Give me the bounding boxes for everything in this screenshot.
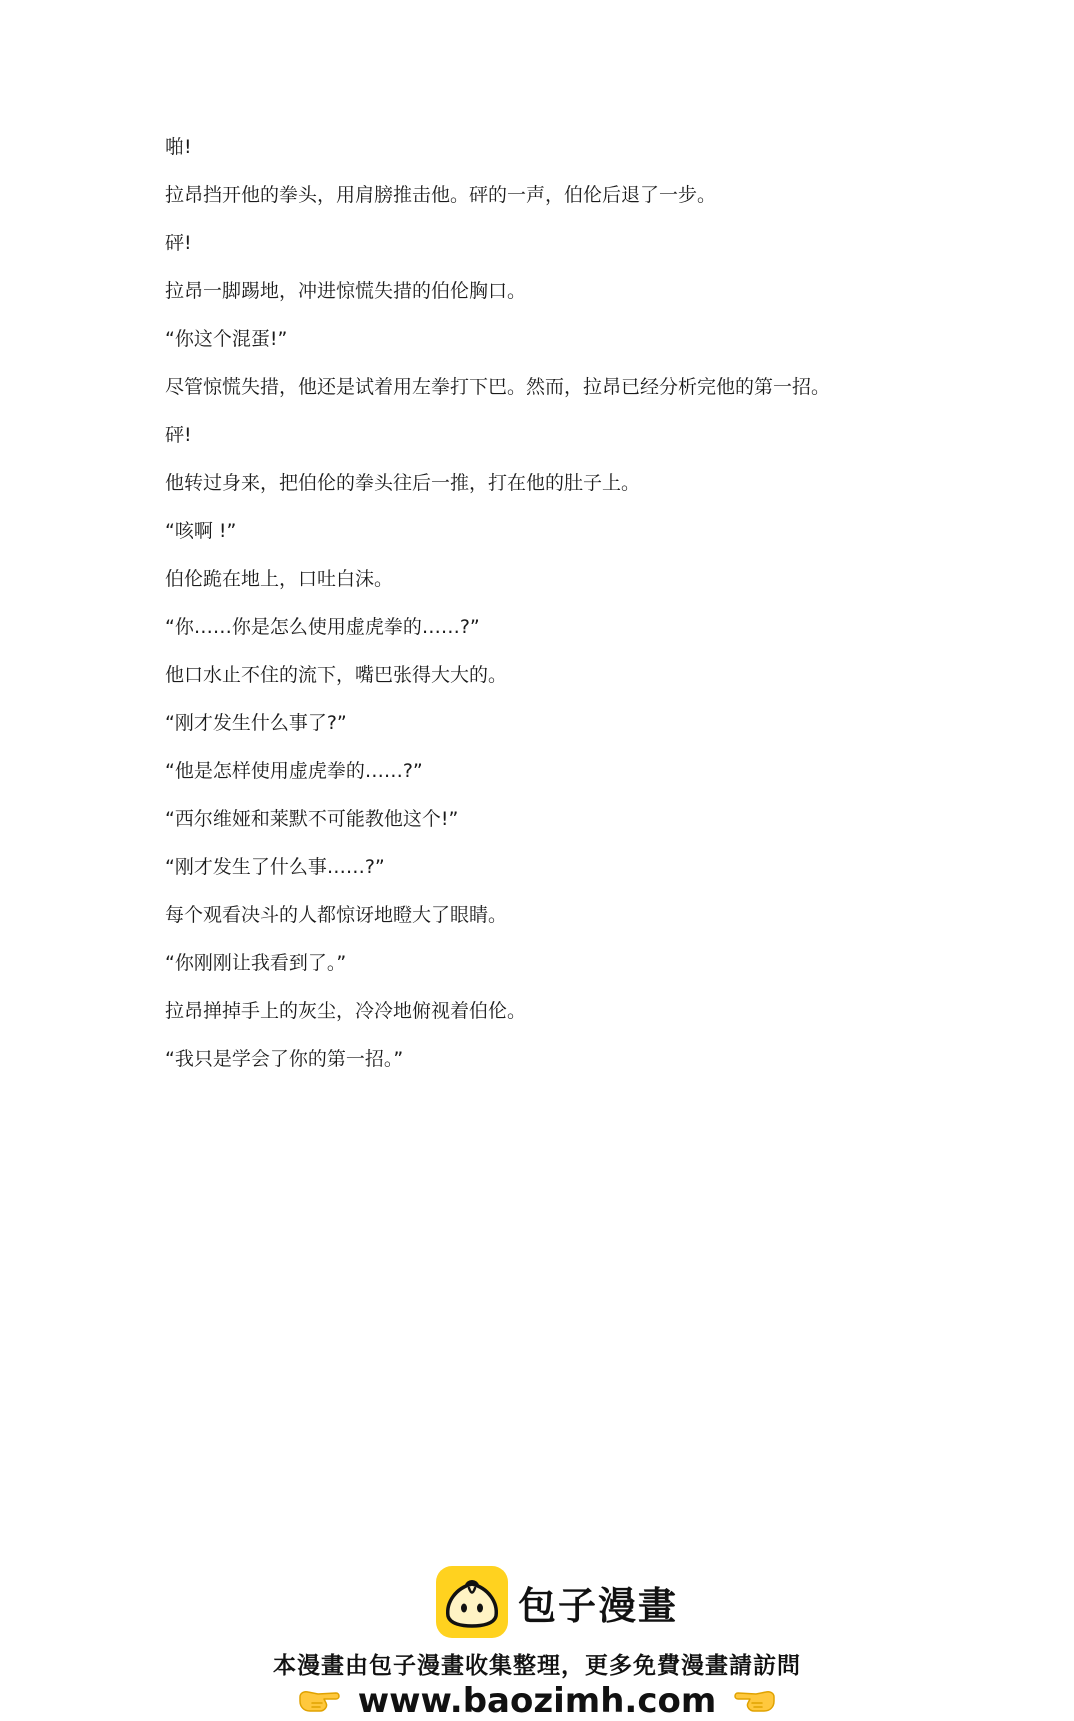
story-line: “刚才发生了什么事……?” [165,856,385,878]
story-line: “你刚刚让我看到了。” [165,952,347,974]
story-line: 砰! [165,424,192,446]
brand-name: 包子漫畫 [518,1583,679,1628]
collection-notice: 本漫畫由包子漫畫收集整理，更多免費漫畫請訪問 [273,1653,801,1679]
story-line: “咳啊 !” [165,520,237,542]
story-line: 尽管惊慌失措，他还是试着用左拳打下巴。然而，拉昂已经分析完他的第一招。 [165,376,831,398]
watermark-footer [0,1565,1074,1721]
story-line: 拉昂一脚踢地，冲进惊慌失措的伯伦胸口。 [165,280,527,302]
story-line: “他是怎样使用虚虎拳的……?” [165,760,423,782]
site-link-row[interactable] [0,1681,1074,1721]
chapter-text [165,130,1045,1090]
story-line: “你这个混蛋!” [165,328,288,350]
pointing-left-hand-icon [732,1685,776,1717]
brand-lockup[interactable] [436,1565,678,1639]
story-line: 他转过身来，把伯伦的拳头往后一推，打在他的肚子上。 [165,472,641,494]
story-line: 拉昂掸掉手上的灰尘，冷冷地俯视着伯伦。 [165,1000,527,1022]
story-line: 啪! [165,136,192,158]
story-line: 每个观看决斗的人都惊讶地瞪大了眼睛。 [165,904,508,926]
site-url-link[interactable]: www.baozimh.com [357,1681,717,1721]
pointing-right-hand-icon [298,1685,342,1717]
story-line: 砰! [165,232,192,254]
story-line: 他口水止不住的流下，嘴巴张得大大的。 [165,664,508,686]
story-line: 拉昂挡开他的拳头，用肩膀推击他。砰的一声，伯伦后退了一步。 [165,184,717,206]
story-line: 伯伦跪在地上，口吐白沫。 [165,568,394,590]
baozi-bun-icon [436,1566,508,1638]
story-line: “刚才发生什么事了?” [165,712,347,734]
story-line: “西尔维娅和莱默不可能教他这个!” [165,808,459,830]
story-line: “你……你是怎么使用虚虎拳的……?” [165,616,480,638]
story-line: “我只是学会了你的第一招。” [165,1048,404,1070]
